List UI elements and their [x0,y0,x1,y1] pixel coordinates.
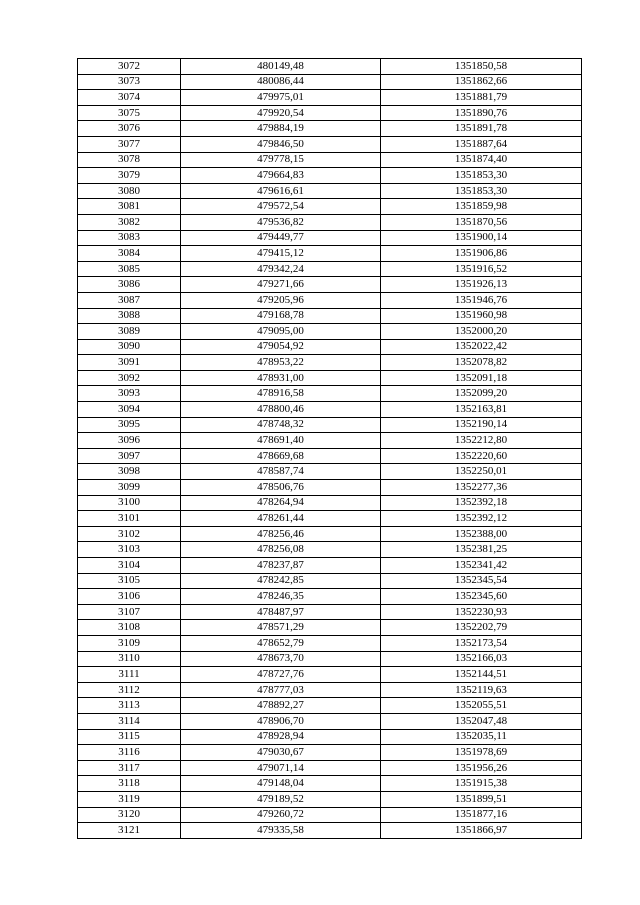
x-coordinate-cell: 479616,61 [181,183,381,199]
y-coordinate-cell: 1351960,98 [381,308,582,324]
y-coordinate-cell: 1352345,54 [381,573,582,589]
table-row [78,433,582,449]
point-number-cell: 3087 [78,292,181,308]
y-coordinate-cell: 1352166,03 [381,651,582,667]
y-coordinate-cell: 1351900,14 [381,230,582,246]
y-coordinate-cell: 1351874,40 [381,152,582,168]
x-coordinate-cell: 479271,66 [181,277,381,293]
point-number-cell: 3111 [78,667,181,683]
table-row [78,308,582,324]
y-coordinate-cell: 1352035,11 [381,729,582,745]
table-row [78,698,582,714]
point-number-cell: 3073 [78,74,181,90]
x-coordinate-cell: 479572,54 [181,199,381,215]
point-number-cell: 3116 [78,745,181,761]
table-row [78,635,582,651]
y-coordinate-cell: 1351859,98 [381,199,582,215]
point-number-cell: 3075 [78,105,181,121]
point-number-cell: 3095 [78,417,181,433]
y-coordinate-cell: 1352047,48 [381,713,582,729]
y-coordinate-cell: 1352392,18 [381,495,582,511]
point-number-cell: 3108 [78,620,181,636]
x-coordinate-cell: 478242,85 [181,573,381,589]
table-row [78,402,582,418]
table-row [78,526,582,542]
x-coordinate-cell: 478571,29 [181,620,381,636]
point-number-cell: 3118 [78,776,181,792]
table-row [78,542,582,558]
x-coordinate-cell: 479189,52 [181,791,381,807]
point-number-cell: 3072 [78,59,181,75]
table-row [78,136,582,152]
y-coordinate-cell: 1351866,97 [381,823,582,839]
x-coordinate-cell: 478953,22 [181,355,381,371]
x-coordinate-cell: 479536,82 [181,214,381,230]
y-coordinate-cell: 1351915,38 [381,776,582,792]
table-row [78,823,582,839]
table-row [78,386,582,402]
table-row [78,214,582,230]
point-number-cell: 3109 [78,635,181,651]
table-row [78,558,582,574]
point-number-cell: 3092 [78,370,181,386]
table-row [78,667,582,683]
x-coordinate-cell: 479260,72 [181,807,381,823]
y-coordinate-cell: 1352190,14 [381,417,582,433]
point-number-cell: 3082 [78,214,181,230]
table-row [78,620,582,636]
y-coordinate-cell: 1351946,76 [381,292,582,308]
y-coordinate-cell: 1352250,01 [381,464,582,480]
point-number-cell: 3084 [78,246,181,262]
x-coordinate-cell: 478506,76 [181,480,381,496]
x-coordinate-cell: 479205,96 [181,292,381,308]
point-number-cell: 3112 [78,682,181,698]
x-coordinate-cell: 478264,94 [181,495,381,511]
table-row [78,480,582,496]
x-coordinate-cell: 478906,70 [181,713,381,729]
y-coordinate-cell: 1352381,25 [381,542,582,558]
y-coordinate-cell: 1351926,13 [381,277,582,293]
table-row [78,760,582,776]
table-row [78,776,582,792]
point-number-cell: 3106 [78,589,181,605]
point-number-cell: 3104 [78,558,181,574]
point-number-cell: 3115 [78,729,181,745]
point-number-cell: 3120 [78,807,181,823]
table-row [78,74,582,90]
table-row [78,292,582,308]
x-coordinate-cell: 479920,54 [181,105,381,121]
point-number-cell: 3119 [78,791,181,807]
table-row [78,339,582,355]
y-coordinate-cell: 1352277,36 [381,480,582,496]
x-coordinate-cell: 479415,12 [181,246,381,262]
x-coordinate-cell: 478916,58 [181,386,381,402]
y-coordinate-cell: 1351956,26 [381,760,582,776]
table-row [78,168,582,184]
x-coordinate-cell: 479095,00 [181,324,381,340]
table-row [78,589,582,605]
x-coordinate-cell: 479342,24 [181,261,381,277]
x-coordinate-cell: 478256,46 [181,526,381,542]
point-number-cell: 3086 [78,277,181,293]
point-number-cell: 3078 [78,152,181,168]
table-row [78,573,582,589]
table-row [78,651,582,667]
point-number-cell: 3076 [78,121,181,137]
x-coordinate-cell: 479335,58 [181,823,381,839]
point-number-cell: 3079 [78,168,181,184]
y-coordinate-cell: 1352055,51 [381,698,582,714]
point-number-cell: 3085 [78,261,181,277]
x-coordinate-cell: 478673,70 [181,651,381,667]
y-coordinate-cell: 1351853,30 [381,183,582,199]
table-row [78,807,582,823]
x-coordinate-cell: 478931,00 [181,370,381,386]
y-coordinate-cell: 1352173,54 [381,635,582,651]
table-row [78,417,582,433]
table-row [78,59,582,75]
y-coordinate-cell: 1352163,81 [381,402,582,418]
table-row [78,682,582,698]
y-coordinate-cell: 1351887,64 [381,136,582,152]
point-number-cell: 3074 [78,90,181,106]
x-coordinate-cell: 479168,78 [181,308,381,324]
y-coordinate-cell: 1351862,66 [381,74,582,90]
point-number-cell: 3083 [78,230,181,246]
x-coordinate-cell: 479071,14 [181,760,381,776]
x-coordinate-cell: 478246,35 [181,589,381,605]
point-number-cell: 3088 [78,308,181,324]
table-row [78,713,582,729]
point-number-cell: 3110 [78,651,181,667]
y-coordinate-cell: 1351850,58 [381,59,582,75]
table-row [78,261,582,277]
point-number-cell: 3105 [78,573,181,589]
y-coordinate-cell: 1351916,52 [381,261,582,277]
point-number-cell: 3100 [78,495,181,511]
x-coordinate-cell: 479449,77 [181,230,381,246]
x-coordinate-cell: 480086,44 [181,74,381,90]
point-number-cell: 3103 [78,542,181,558]
point-number-cell: 3114 [78,713,181,729]
y-coordinate-cell: 1352000,20 [381,324,582,340]
point-number-cell: 3117 [78,760,181,776]
point-number-cell: 3093 [78,386,181,402]
x-coordinate-cell: 478261,44 [181,511,381,527]
table-row [78,152,582,168]
table-row [78,183,582,199]
table-row [78,355,582,371]
x-coordinate-cell: 478237,87 [181,558,381,574]
table-row [78,448,582,464]
x-coordinate-cell: 479664,83 [181,168,381,184]
y-coordinate-cell: 1351877,16 [381,807,582,823]
point-number-cell: 3077 [78,136,181,152]
y-coordinate-cell: 1351853,30 [381,168,582,184]
y-coordinate-cell: 1351906,86 [381,246,582,262]
y-coordinate-cell: 1352022,42 [381,339,582,355]
table-row [78,105,582,121]
x-coordinate-cell: 478777,03 [181,682,381,698]
y-coordinate-cell: 1352341,42 [381,558,582,574]
x-coordinate-cell: 478892,27 [181,698,381,714]
x-coordinate-cell: 479054,92 [181,339,381,355]
y-coordinate-cell: 1351890,76 [381,105,582,121]
x-coordinate-cell: 479975,01 [181,90,381,106]
point-number-cell: 3090 [78,339,181,355]
y-coordinate-cell: 1352144,51 [381,667,582,683]
point-number-cell: 3097 [78,448,181,464]
table-row [78,464,582,480]
y-coordinate-cell: 1352388,00 [381,526,582,542]
y-coordinate-cell: 1352345,60 [381,589,582,605]
point-number-cell: 3089 [78,324,181,340]
y-coordinate-cell: 1352099,20 [381,386,582,402]
point-number-cell: 3102 [78,526,181,542]
y-coordinate-cell: 1352202,79 [381,620,582,636]
table-row [78,230,582,246]
x-coordinate-cell: 478727,76 [181,667,381,683]
table-row [78,791,582,807]
table-row [78,370,582,386]
table-row [78,246,582,262]
table-row [78,745,582,761]
table-row [78,90,582,106]
y-coordinate-cell: 1351978,69 [381,745,582,761]
point-number-cell: 3107 [78,604,181,620]
point-number-cell: 3081 [78,199,181,215]
point-number-cell: 3121 [78,823,181,839]
point-number-cell: 3094 [78,402,181,418]
y-coordinate-cell: 1352091,18 [381,370,582,386]
point-number-cell: 3101 [78,511,181,527]
table-row [78,495,582,511]
table-row [78,729,582,745]
x-coordinate-cell: 479148,04 [181,776,381,792]
y-coordinate-cell: 1351899,51 [381,791,582,807]
y-coordinate-cell: 1352078,82 [381,355,582,371]
y-coordinate-cell: 1351870,56 [381,214,582,230]
point-number-cell: 3098 [78,464,181,480]
table-row [78,604,582,620]
point-number-cell: 3113 [78,698,181,714]
x-coordinate-cell: 479030,67 [181,745,381,761]
x-coordinate-cell: 478748,32 [181,417,381,433]
y-coordinate-cell: 1351891,78 [381,121,582,137]
x-coordinate-cell: 479778,15 [181,152,381,168]
point-number-cell: 3096 [78,433,181,449]
x-coordinate-cell: 478652,79 [181,635,381,651]
table-row [78,324,582,340]
y-coordinate-cell: 1352119,63 [381,682,582,698]
x-coordinate-cell: 478587,74 [181,464,381,480]
y-coordinate-cell: 1352230,93 [381,604,582,620]
x-coordinate-cell: 478800,46 [181,402,381,418]
x-coordinate-cell: 480149,48 [181,59,381,75]
point-number-cell: 3099 [78,480,181,496]
x-coordinate-cell: 478256,08 [181,542,381,558]
y-coordinate-cell: 1351881,79 [381,90,582,106]
table-row [78,121,582,137]
y-coordinate-cell: 1352220,60 [381,448,582,464]
y-coordinate-cell: 1352212,80 [381,433,582,449]
x-coordinate-cell: 478487,97 [181,604,381,620]
coordinates-table [77,58,582,839]
x-coordinate-cell: 478928,94 [181,729,381,745]
x-coordinate-cell: 478691,40 [181,433,381,449]
point-number-cell: 3080 [78,183,181,199]
point-number-cell: 3091 [78,355,181,371]
table-row [78,277,582,293]
x-coordinate-cell: 478669,68 [181,448,381,464]
coordinates-table-body [78,59,582,839]
y-coordinate-cell: 1352392,12 [381,511,582,527]
table-row [78,511,582,527]
x-coordinate-cell: 479884,19 [181,121,381,137]
table-row [78,199,582,215]
x-coordinate-cell: 479846,50 [181,136,381,152]
